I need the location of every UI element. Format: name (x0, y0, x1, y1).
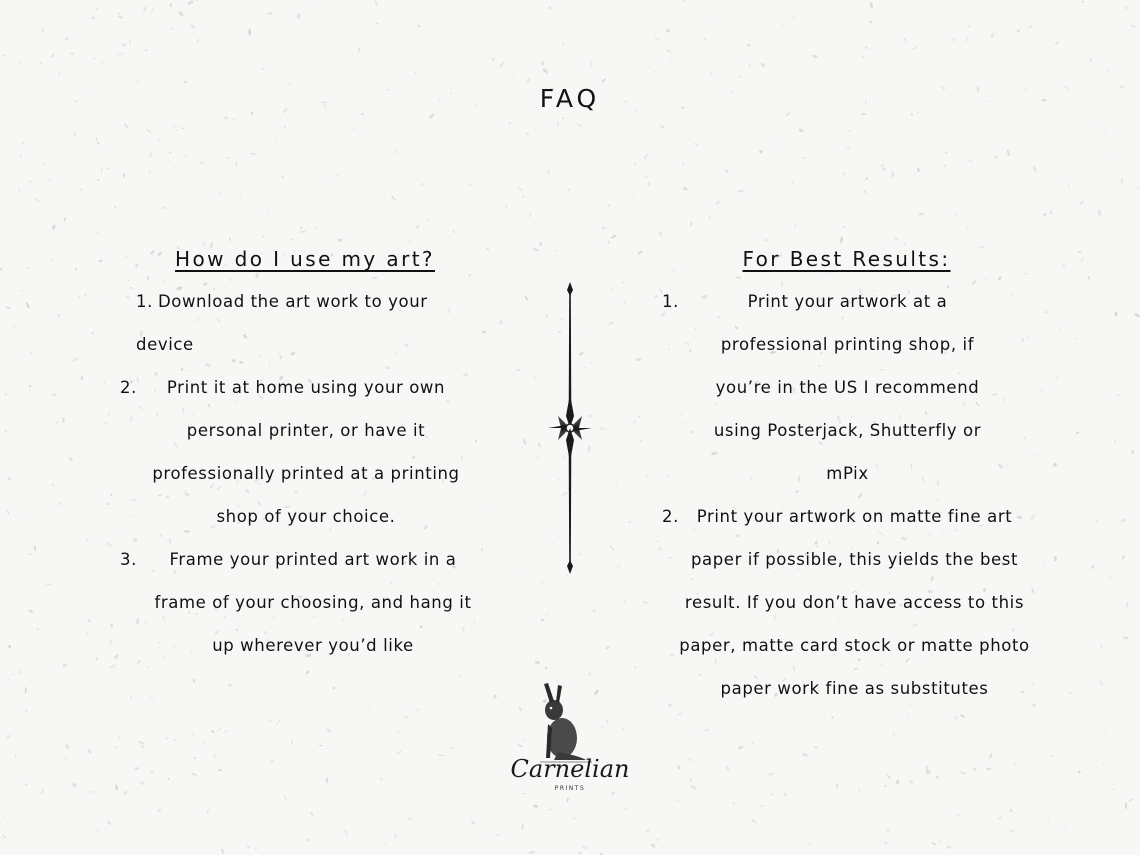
list-item (650, 495, 1035, 710)
brand-wordmark: Carnelian (510, 755, 630, 783)
item-text: Print it at home using your own personal printer, or have it professionally printed at a printing shop of your choice. (152, 378, 460, 526)
item-text: Print your artwork at a professional printing shop, if you’re in the US I recommend using Posterjack, Shutterfly or mPix (713, 292, 982, 483)
item-text: Download the art work to your device (136, 292, 428, 354)
best-results-column (650, 244, 1035, 710)
item-number: 3. (120, 550, 137, 569)
usage-column (112, 244, 492, 667)
usage-list (112, 280, 492, 667)
item-number: 1. (136, 292, 153, 311)
hare-icon (540, 683, 592, 762)
item-number: 2. (662, 507, 679, 526)
ornamental-divider (548, 282, 592, 574)
brand-subtitle: PRINTS (554, 785, 586, 792)
item-number: 1. (662, 292, 679, 311)
list-item (650, 280, 1035, 495)
best-results-list (650, 280, 1035, 710)
list-item (112, 538, 492, 667)
carnelian-prints-logo (510, 682, 630, 794)
list-item (112, 366, 492, 538)
page-title: FAQ (539, 84, 601, 113)
best-results-heading: For Best Results: (742, 247, 951, 271)
item-text: Frame your printed art work in a frame of your choosing, and hang it up wherever you’d like (154, 550, 472, 655)
item-text: Print your artwork on matte fine art paper if possible, this yields the best result. If you don’t have access to this paper, matte card stock or matte photo paper work fine as substitutes (679, 507, 1030, 698)
usage-heading: How do I use my art? (175, 247, 435, 271)
item-number: 2. (120, 378, 137, 397)
list-item (112, 280, 492, 366)
